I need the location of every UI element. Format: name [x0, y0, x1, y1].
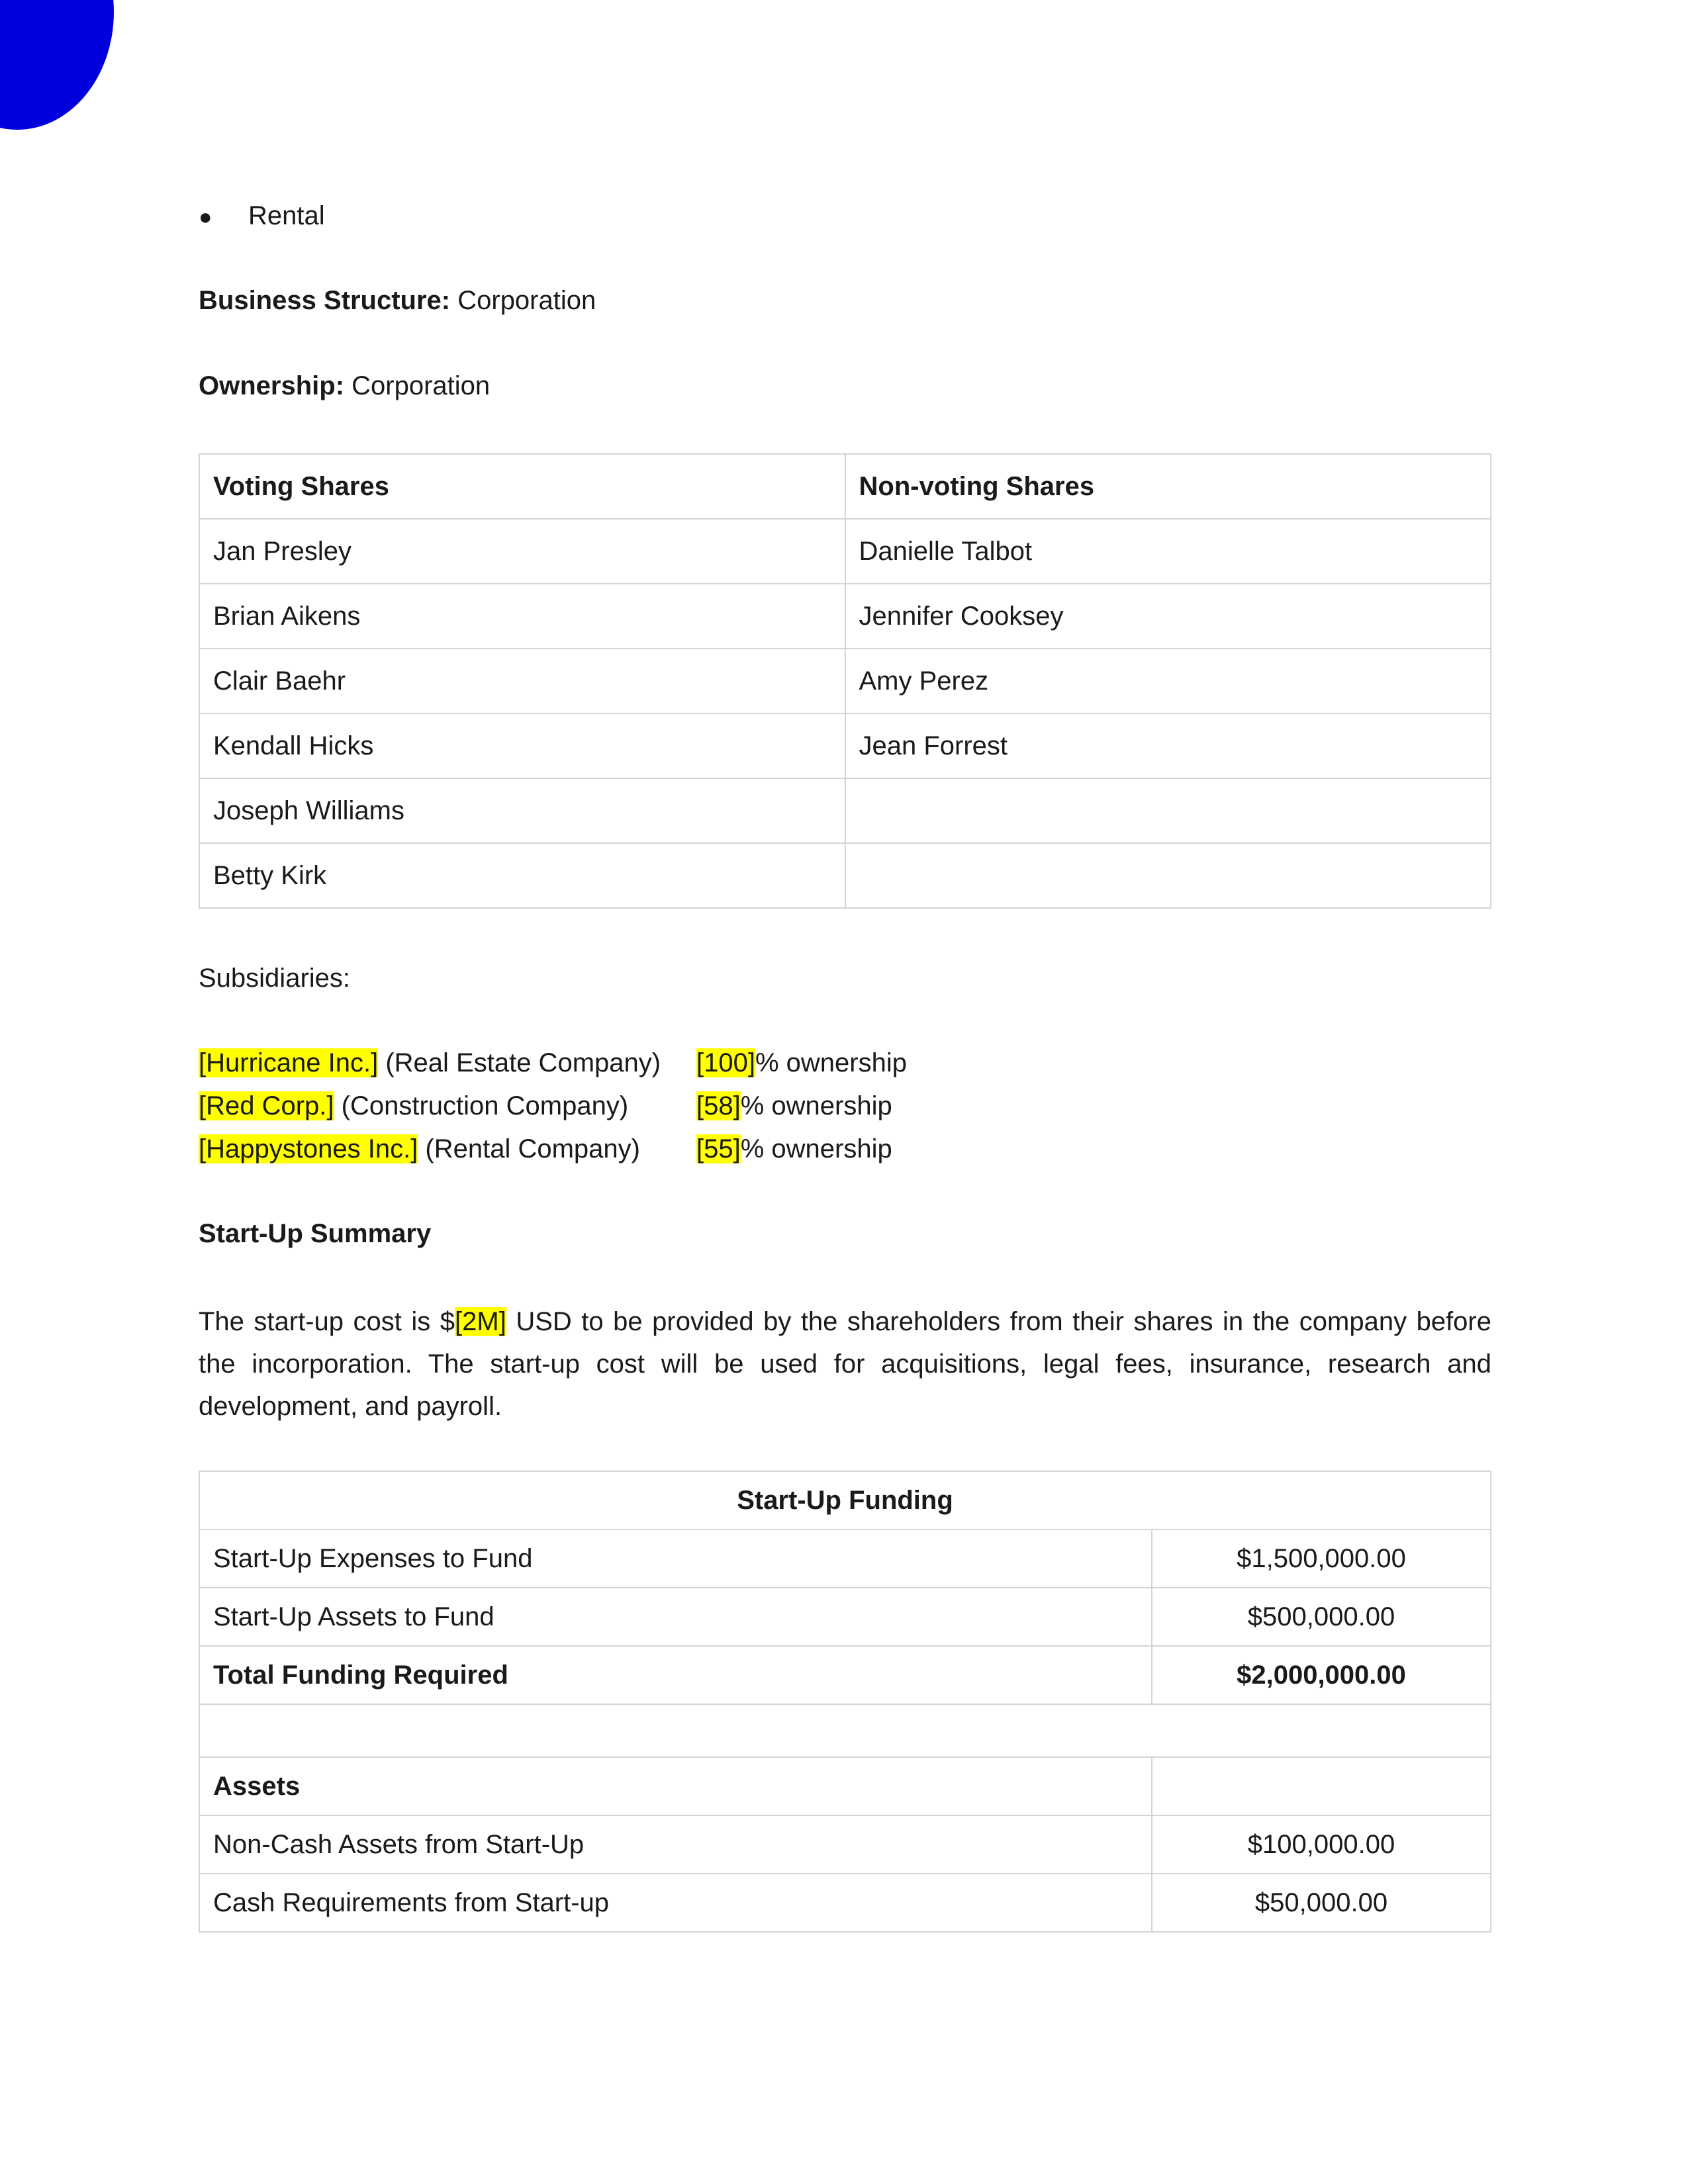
voting-cell: Brian Aikens [199, 584, 845, 649]
non-voting-cell: Jean Forrest [845, 713, 1491, 778]
blank-row [199, 1704, 1491, 1757]
table-row [199, 1874, 1491, 1932]
subsidiary-name: [Red Corp.] [199, 1091, 334, 1120]
table-row [199, 649, 1491, 713]
shares-table-header [199, 454, 1491, 519]
shares-table [199, 453, 1491, 909]
subsidiary-ownership-suffix: % ownership [740, 1091, 892, 1120]
subsidiary-name: [Happystones Inc.] [199, 1134, 418, 1163]
funding-table-title: Start-Up Funding [199, 1471, 1491, 1529]
non-voting-cell: Danielle Talbot [845, 519, 1491, 584]
subsidiary-percent: [55] [696, 1134, 741, 1163]
business-structure-label: Business Structure: [199, 286, 451, 315]
subsidiary-row [199, 1089, 907, 1132]
voting-shares-header: Voting Shares [199, 454, 845, 519]
table-row [199, 519, 1491, 584]
subsidiary-row [199, 1046, 907, 1089]
asset-value: $100,000.00 [1152, 1815, 1491, 1874]
table-row [199, 843, 1491, 908]
funding-label: Start-Up Expenses to Fund [199, 1529, 1152, 1588]
blank-cell [199, 1704, 1491, 1757]
asset-value: $50,000.00 [1152, 1874, 1491, 1932]
voting-cell: Joseph Williams [199, 778, 845, 843]
funding-label: Start-Up Assets to Fund [199, 1588, 1152, 1646]
voting-cell: Kendall Hicks [199, 713, 845, 778]
table-row [199, 778, 1491, 843]
subsidiary-percent: [58] [696, 1091, 741, 1120]
subsidiary-percent: [100] [696, 1048, 755, 1077]
subsidiary-type: (Construction Company) [341, 1091, 629, 1120]
non-voting-shares-header: Non-voting Shares [845, 454, 1491, 519]
non-voting-cell [845, 843, 1491, 908]
asset-label: Cash Requirements from Start-up [199, 1874, 1152, 1932]
subsidiaries-label: Subsidiaries: [199, 964, 351, 993]
funding-value: $1,500,000.00 [1152, 1529, 1491, 1588]
bullet-item [199, 199, 325, 233]
business-structure-value: Corporation [457, 286, 596, 315]
bullet-text: Rental [248, 201, 325, 230]
startup-summary-paragraph [199, 1300, 1491, 1428]
voting-cell: Betty Kirk [199, 843, 845, 908]
total-funding-label: Total Funding Required [199, 1646, 1152, 1704]
non-voting-cell: Jennifer Cooksey [845, 584, 1491, 649]
ownership-line [199, 369, 490, 403]
non-voting-cell [845, 778, 1491, 843]
voting-cell: Jan Presley [199, 519, 845, 584]
startup-cost-amount: [2M] [455, 1307, 506, 1336]
subsidiaries-list [199, 1046, 907, 1175]
table-row [199, 584, 1491, 649]
subsidiary-name: [Hurricane Inc.] [199, 1048, 379, 1077]
subsidiary-row [199, 1132, 907, 1175]
business-structure-line [199, 283, 596, 318]
subsidiary-ownership-suffix: % ownership [755, 1048, 907, 1077]
bullet-icon: ● [199, 205, 212, 230]
non-voting-cell: Amy Perez [845, 649, 1491, 713]
table-row [199, 1646, 1491, 1704]
paragraph-text-end: USD to be provided by the shareholders from their shares in the company before the incorporation. The start-up cost will be used for acquisitions, legal fees, insurance, research and development, and payroll. [199, 1307, 1491, 1421]
assets-heading-empty-cell [1152, 1757, 1491, 1815]
funding-value: $500,000.00 [1152, 1588, 1491, 1646]
subsidiary-type: (Real Estate Company) [385, 1048, 661, 1077]
subsidiary-type: (Rental Company) [425, 1134, 640, 1163]
ownership-value: Corporation [352, 371, 491, 400]
startup-summary-heading: Start-Up Summary [199, 1219, 432, 1248]
paragraph-text-start: The start-up cost is $ [199, 1307, 455, 1336]
table-row [199, 713, 1491, 778]
table-row [199, 1588, 1491, 1646]
assets-heading: Assets [199, 1757, 1152, 1815]
corner-decoration-circle [0, 0, 114, 130]
startup-funding-table [199, 1471, 1491, 1933]
total-funding-value: $2,000,000.00 [1152, 1646, 1491, 1704]
asset-label: Non-Cash Assets from Start-Up [199, 1815, 1152, 1874]
voting-cell: Clair Baehr [199, 649, 845, 713]
ownership-label: Ownership: [199, 371, 345, 400]
table-row [199, 1815, 1491, 1874]
table-row [199, 1529, 1491, 1588]
assets-heading-row [199, 1757, 1491, 1815]
funding-table-title-row [199, 1471, 1491, 1529]
subsidiary-ownership-suffix: % ownership [740, 1134, 892, 1163]
